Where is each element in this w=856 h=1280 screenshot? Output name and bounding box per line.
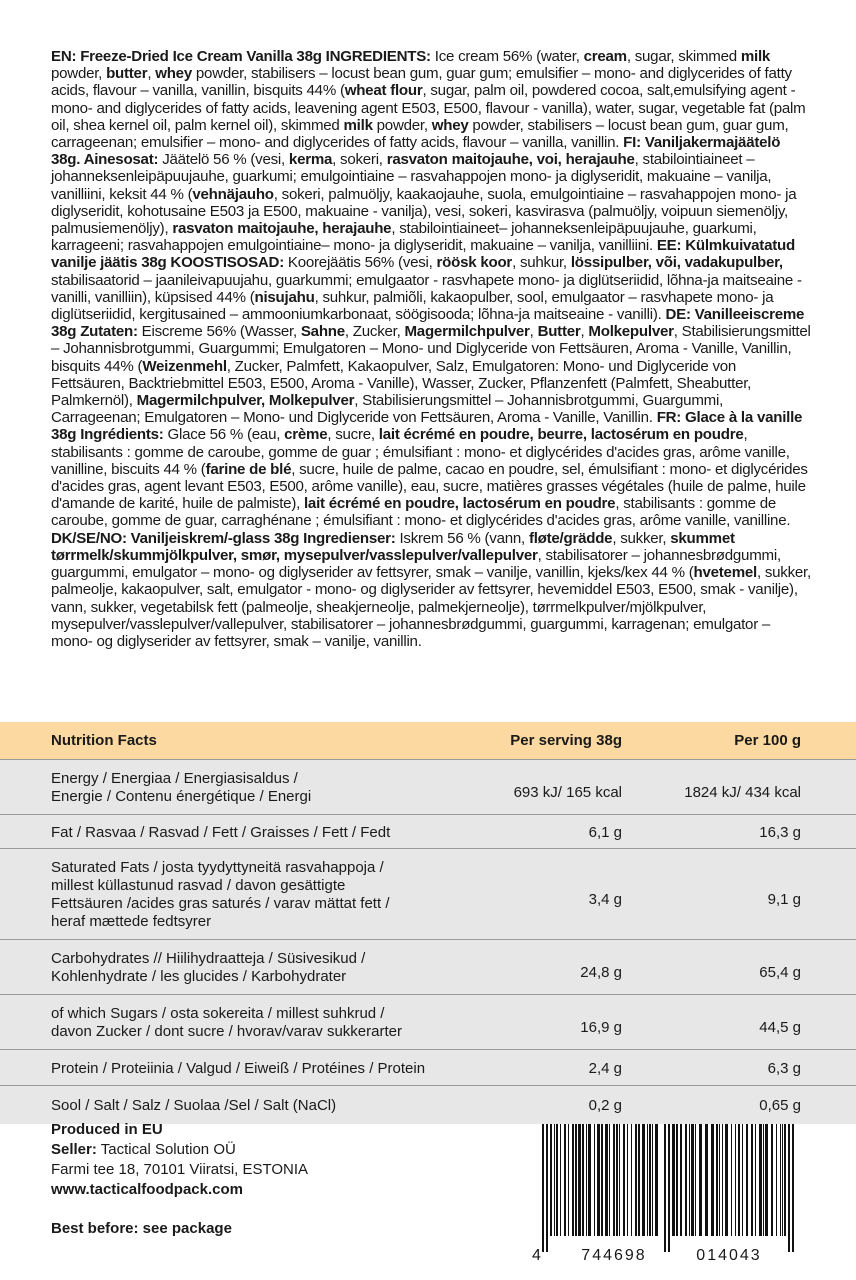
ingredient-highlight: kerma	[288, 151, 333, 169]
ingredient-text: Ice cream 56% (water,	[430, 48, 584, 65]
barcode-bar	[735, 1124, 736, 1236]
ingredient-text: , stabilisants : gomme de caroube, gomme de guar, carraghénane ; émulsifiant : mono- et diglycérides d'acides gras, arôme vanille, vanilline.	[51, 495, 791, 530]
ingredient-text: Glace 56 % (eau,	[163, 426, 285, 444]
barcode-bar	[554, 1124, 555, 1236]
ingredient-highlight: fløte/grädde	[528, 529, 613, 547]
barcode-bar	[759, 1124, 762, 1236]
ingredient-highlight: skummet tørrmelk/skummjölkpulver, smør, mysepulver/vasslepulver/vallepulver	[51, 529, 735, 564]
barcode-bar	[601, 1124, 603, 1236]
ingredient-highlight: lait écrémé en poudre, beurre, lactosérum en poudre	[378, 426, 744, 444]
value-per-serving: 0,2 g	[588, 1097, 622, 1114]
barcode-bar	[782, 1124, 783, 1236]
nutrition-row	[0, 814, 856, 848]
barcode	[528, 1124, 804, 1264]
nutrient-label-line: Energy / Energiaa / Energiasisaldus /	[51, 770, 298, 787]
barcode-bar	[655, 1124, 658, 1236]
barcode-bar	[755, 1124, 756, 1236]
barcode-bar	[689, 1124, 690, 1236]
barcode-bar	[725, 1124, 728, 1236]
barcode-bar	[780, 1124, 781, 1236]
value-per-100g: 0,65 g	[759, 1097, 801, 1114]
ingredient-text: Iskrem 56 % (vann,	[395, 529, 529, 547]
ingredient-text: , suhkur, palmiõli, kakaopulber, sool, emulgaator – rasvhapete mono- ja diglütseriidid, kergitusained – ammooniumkarbonaat, söögisooda; lõhna-ja maitseaine - vanilli).	[51, 288, 774, 324]
ingredient-highlight: FI: Vaniljakermajäätelö 38g. Ainesosat:	[51, 134, 781, 169]
ingredient-highlight: cream	[583, 48, 627, 65]
barcode-digits-right: 014043	[696, 1247, 762, 1264]
barcode-bar	[680, 1124, 682, 1236]
ingredient-text: , stabilointiaineet– johanneksenleipäpuujauhe, guarkumi, karrageeni; rasvahappojen emulgointiaine– mono- ja diglyseridit, makuaine – vanilja, vanilliini.	[51, 220, 757, 255]
nutrition-row	[0, 848, 856, 939]
ingredient-highlight: nisujahu	[254, 288, 315, 306]
ingredient-highlight: whey	[431, 116, 469, 134]
barcode-bar	[742, 1124, 743, 1236]
barcode-bar	[647, 1124, 648, 1236]
barcode-bar	[705, 1124, 708, 1236]
ingredients-text	[51, 48, 811, 650]
ingredient-text: powder, stabilisers – locust bean gum, guar gum; emulsifier – mono- and diglycerides of fatty acids, flavour – vanilla, vanillin, bisquits 44% (	[51, 65, 792, 100]
ingredient-text: Koorejäätis 56% (vesi,	[283, 254, 437, 272]
barcode-bar	[556, 1124, 558, 1236]
ingredient-text: , sokeri, palmuöljy, kaakaojauhe, suola, emulgointiaine – rasvahappojen mono- ja diglyseridit, kohotusaine E503 ja E500, makuaine - vanilja), vesi, sokeri, kasvirasva (palmuöljy, voipuun siemenöljy, palmusiemenöljy),	[51, 185, 797, 238]
ingredient-highlight: DE: Vanilleeiscreme 38g Zutaten:	[51, 306, 805, 341]
nutrition-rows	[0, 759, 856, 1124]
nutrient-label-line: Protein / Proteiinia / Valgud / Eiweiß / Protéines / Protein	[51, 1060, 426, 1077]
barcode-bar	[609, 1124, 610, 1236]
barcode-bar	[616, 1124, 618, 1236]
ingredient-text: , stabilointiaineet – johanneksenleipäpuujauhe, guarkumi; emulgointiaine – rasvahappojen mono- ja diglyseridit, makuaine – vanilja, vanilliini, keksit 44 % (	[51, 151, 772, 203]
nutrient-label-line: davon Zucker / dont sucre / hvorav/varav sukkerarter	[51, 1023, 402, 1040]
barcode-bar	[771, 1124, 773, 1236]
value-per-100g: 16,3 g	[759, 824, 801, 841]
barcode-bar	[765, 1124, 768, 1236]
ingredient-text: powder,	[372, 116, 432, 134]
ingredient-text: , sokeri,	[332, 151, 387, 169]
value-per-100g: 65,4 g	[759, 964, 801, 981]
ingredient-text: , sukker,	[612, 529, 671, 547]
ingredient-text: , sugar, palm oil, powdered cocoa, salt,emulsifying agent - mono- and diglycerides of fatty acids, leavening agent E503, E500, flavour - vanilla), water, sugar, vegetable fat (palm oil, shea kernel oil, palm kernel oil), skimmed	[51, 82, 806, 134]
produced-in: Produced in EU	[51, 1121, 163, 1138]
nutrient-label	[51, 950, 481, 986]
nutrient-label-line: Carbohydrates // Hiilihydraatteja / Süsivesikud /	[51, 950, 366, 967]
barcode-bar	[746, 1124, 748, 1236]
ingredient-text: , Stabilisierungsmittel – Johannisbrotgummi, Guargummi; Emulgatoren – Mono- und Diglyceride von Fettsäuren, Aroma - Vanille, Vanillin, bisquits 44% (	[51, 323, 811, 375]
barcode-bar	[623, 1124, 625, 1236]
barcode-bar	[550, 1124, 552, 1236]
ingredient-text: , sugar, skimmed	[626, 48, 741, 65]
barcode-bar	[792, 1124, 794, 1252]
ingredient-text: , sukker, palmeolje, kakaopulver, salt, emulgator - mono- og diglyserider av fettsyrer, hevemiddel E503, E500, smak - vanilje), vann, sukker, vegetabilsk fett (palmeolje, sheakjerneolje, palmekjerneolje), tørrmelkpulver/mjölkpulver, mysepulver/vasslepulver/vallepulver, stabilisatorer – johannesbrødgummi, guargummi, karragenan; emulgator – mono- og diglyserider av fettsyrer, smak – vanilje, vanillin.	[51, 564, 811, 650]
ingredient-text: , sucre, huile de palme, cacao en poudre, sel, émulsifiant : mono- et diglycérides d'acides gras, agent levant E503, E500, arôme vanille), eau, sucre, matières grasses végétales (huile de palme, huile d'amande de karité, huile de palmiste),	[51, 460, 808, 513]
ingredient-highlight: Butter	[537, 323, 581, 341]
seller-address: Farmi tee 18, 70101 Viiratsi, ESTONIA	[51, 1161, 309, 1178]
ingredient-highlight: EN: Freeze-Dried Ice Cream Vanilla 38g INGREDIENTS:	[51, 48, 431, 65]
ingredient-highlight: DK/SE/NO: Vaniljeiskrem/-glass 38g Ingredienser:	[51, 529, 396, 547]
best-before: Best before: see package	[51, 1220, 232, 1237]
website: www.tacticalfoodpack.com	[51, 1181, 243, 1198]
nutrient-label	[51, 1005, 481, 1041]
barcode-bar	[784, 1124, 786, 1236]
ingredient-text: powder, stabilisers – locust bean gum, guar gum, carrageenan; emulsifier – mono- and diglycerides of fatty acids, flavour – vanilla, vanillin.	[51, 116, 789, 152]
ingredient-text: ,	[580, 323, 589, 341]
ingredient-highlight: butter	[106, 65, 148, 83]
barcode-bar	[649, 1124, 651, 1236]
value-per-100g: 6,3 g	[767, 1060, 801, 1077]
barcode-bar	[627, 1124, 628, 1236]
ingredient-highlight: Weizenmehl	[142, 357, 227, 375]
nutrient-label-line: Saturated Fats / josta tyydyttyneitä rasvahappoja /	[51, 859, 384, 876]
nutrient-label	[51, 1060, 481, 1078]
barcode-bar	[594, 1124, 595, 1236]
nutrition-row	[0, 759, 856, 814]
barcode-bar	[568, 1124, 569, 1236]
barcode-bar	[642, 1124, 645, 1236]
nutrient-label-line: of which Sugars / osta sokereita / millest suhkrud /	[51, 1005, 385, 1022]
barcode-bar	[560, 1124, 561, 1236]
ingredient-text: , Zucker,	[344, 323, 405, 341]
value-per-100g: 1824 kJ/ 434 kcal	[684, 784, 801, 801]
barcode-bar	[672, 1124, 675, 1236]
barcode-bar	[676, 1124, 678, 1236]
ingredient-highlight: rasvaton maitojauhe, voi, herajauhe	[386, 151, 635, 169]
ingredient-highlight: rasvaton maitojauhe, herajauhe	[172, 220, 392, 238]
value-per-serving: 16,9 g	[580, 1019, 622, 1036]
barcode-bar	[575, 1124, 577, 1236]
nutrient-label	[51, 1097, 481, 1115]
value-per-100g: 9,1 g	[767, 891, 801, 908]
value-per-serving: 2,4 g	[588, 1060, 622, 1077]
ingredient-text: Eiscreme 56% (Wasser,	[137, 323, 301, 341]
barcode-bar	[652, 1124, 653, 1236]
nutrient-label-line: Energie / Contenu énergétique / Energi	[51, 788, 312, 805]
ingredient-text: stabilisaatorid – jaanileivapuujahu, guarkummi; emulgaator - rasvhapete mono- ja diglütseriidid, lõhna-ja maitseaine - vanilli, vanilliin), küpsised 44% (	[51, 271, 802, 306]
nutrition-table	[0, 722, 856, 1124]
ingredient-text: Jäätelö 56 % (vesi,	[158, 151, 289, 169]
value-per-serving: 693 kJ/ 165 kcal	[513, 784, 622, 801]
ingredient-text: , suhkur,	[512, 254, 571, 272]
barcode-bar	[691, 1124, 694, 1236]
ingredient-text: ,	[529, 323, 538, 341]
nutrient-label-line: Kohlenhydrate / les glucides / Karbohydrater	[51, 968, 347, 985]
ingredient-highlight: crème	[284, 426, 328, 444]
ingredient-highlight: lössipulber, või, vadakupulber,	[570, 254, 783, 272]
barcode-bar	[582, 1124, 584, 1236]
barcode-bar	[664, 1124, 666, 1252]
barcode-bar	[719, 1124, 720, 1236]
nutrient-label	[51, 824, 481, 842]
nutrition-header-label: Nutrition Facts	[51, 732, 157, 749]
ingredient-highlight: whey	[155, 65, 192, 83]
barcode-bar	[588, 1124, 591, 1236]
barcode-bar	[631, 1124, 632, 1236]
barcode-bar	[722, 1124, 723, 1236]
ingredient-highlight: milk	[740, 48, 771, 65]
nutrition-row	[0, 939, 856, 994]
nutrient-label	[51, 859, 481, 931]
nutrient-label-line: Fat / Rasvaa / Rasvad / Fett / Graisses / Fett / Fedt	[51, 824, 391, 841]
ingredient-text: , stabilisants : gomme de caroube, gomme de guar ; émulsifiant : mono- et diglycérides d'acides gras, arôme vanille, vanilline, biscuits 44 % (	[51, 426, 790, 478]
barcode-bar	[597, 1124, 600, 1236]
barcode-bar	[776, 1124, 777, 1236]
nutrient-label-line: Fettsäuren /acides gras saturés / varav mättat fett /	[51, 895, 390, 912]
seller-label: Seller:	[51, 1141, 97, 1158]
ingredient-text: powder,	[51, 65, 107, 83]
value-per-serving: 6,1 g	[588, 824, 622, 841]
ingredient-highlight: wheat flour	[344, 82, 423, 100]
barcode-bar	[635, 1124, 637, 1236]
barcode-bar	[564, 1124, 566, 1236]
nutrition-header-per-serving: Per serving 38g	[510, 732, 622, 749]
ingredient-text: , sucre,	[327, 426, 379, 444]
ingredient-highlight: röösk koor	[436, 254, 513, 272]
barcode-bar	[685, 1124, 687, 1236]
barcode-bar	[738, 1124, 740, 1236]
seller-name: Tactical Solution OÜ	[96, 1141, 236, 1158]
ingredient-highlight: hvetemel	[693, 564, 757, 582]
nutrient-label-line: millest küllastunud rasvad / davon gesättigte	[51, 877, 346, 894]
ingredient-highlight: farine de blé	[205, 460, 292, 478]
barcode-digit-first: 4	[532, 1247, 541, 1264]
barcode-bar	[605, 1124, 608, 1236]
ingredient-highlight: Molkepulver	[588, 323, 674, 341]
barcode-bar	[716, 1124, 718, 1236]
barcode-bar	[695, 1124, 696, 1236]
nutrition-row	[0, 1049, 856, 1085]
barcode-bar	[763, 1124, 764, 1236]
nutrient-label-line: Sool / Salt / Salz / Suolaa /Sel / Salt (NaCl)	[51, 1097, 337, 1114]
ingredient-text: , Zucker, Palmfett, Kakaopulver, Salz, Emulgatoren: Mono- und Diglyceride von Fettsäuren, Backtriebmittel E503, E500, Aroma - Vanille), Wasser, Zucker, Pflanzenfett (Palmfett, Sheabutter, Palmkernöl),	[51, 357, 752, 410]
barcode-bar	[699, 1124, 702, 1236]
barcode-bar	[578, 1124, 581, 1236]
barcode-bar	[619, 1124, 620, 1236]
producer-info	[51, 1120, 308, 1239]
barcode-bar	[731, 1124, 732, 1236]
ingredient-text: , Stabilisierungsmittel – Johannisbrotgummi, Guargummi, Carrageenan; Emulgatoren – Mono- und Diglyceride von Fettsäuren, Aroma - Vanille, Vanillin.	[51, 392, 724, 427]
barcode-bar	[638, 1124, 640, 1236]
ingredient-highlight: Sahne	[300, 323, 345, 341]
barcode-bar	[572, 1124, 574, 1236]
barcode-bar	[751, 1124, 753, 1236]
barcode-bar	[788, 1124, 790, 1252]
barcode-bar	[613, 1124, 615, 1236]
nutrient-label-line: heraf mættede fedtsyrer	[51, 913, 212, 930]
ingredient-text: , stabilisatorer – johannesbrødgummi, guargummi, emulgator – mono- og diglyserider av fettsyrer, smak – vanilje, vanillin, kjeks/kex 44 % (	[51, 546, 781, 582]
nutrition-header	[0, 722, 856, 759]
ingredient-highlight: EE: Külmkuivatatud vanilje jäätis 38g KOOSTISOSAD:	[51, 237, 795, 272]
ingredient-text: ,	[147, 65, 156, 83]
barcode-digits-left: 744698	[581, 1247, 647, 1264]
ingredient-highlight: vehnäjauho	[192, 185, 274, 203]
barcode-bar	[542, 1124, 544, 1252]
value-per-serving: 3,4 g	[588, 891, 622, 908]
ingredient-highlight: Magermilchpulver, Molkepulver	[136, 392, 355, 410]
value-per-serving: 24,8 g	[580, 964, 622, 981]
nutrition-row	[0, 994, 856, 1049]
barcode-bar	[586, 1124, 587, 1236]
ingredient-highlight: lait écrémé en poudre, lactosérum en poudre	[303, 495, 616, 513]
nutrition-row	[0, 1085, 856, 1124]
ingredient-highlight: milk	[343, 116, 373, 134]
ingredient-highlight: Magermilchpulver	[404, 323, 530, 341]
nutrition-header-per-100g: Per 100 g	[734, 732, 801, 749]
barcode-bar	[546, 1124, 548, 1252]
ingredient-highlight: FR: Glace à la vanille 38g Ingrédients:	[51, 409, 803, 444]
value-per-100g: 44,5 g	[759, 1019, 801, 1036]
nutrient-label	[51, 770, 481, 806]
barcode-bar	[668, 1124, 670, 1252]
barcode-bar	[711, 1124, 714, 1236]
